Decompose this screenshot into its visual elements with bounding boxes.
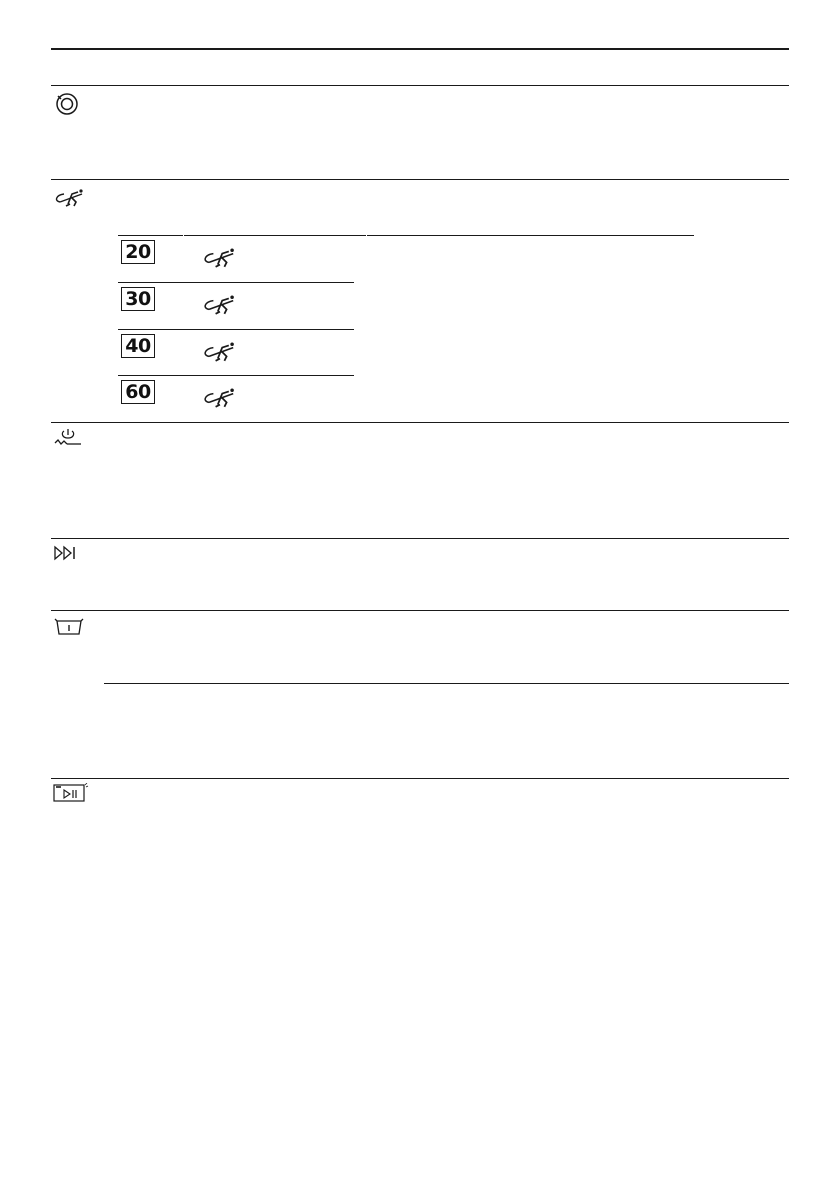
table-header-rule bbox=[118, 235, 183, 236]
speed-runner-icon bbox=[200, 387, 240, 409]
spin-circle-icon bbox=[53, 90, 81, 116]
table-header-rule bbox=[367, 235, 694, 236]
section-divider bbox=[51, 85, 789, 86]
speed-runner-icon bbox=[200, 294, 240, 316]
temperature-badge: 40 bbox=[121, 334, 155, 358]
section-divider bbox=[51, 778, 789, 779]
table-row-divider bbox=[118, 329, 354, 330]
temperature-badge: 30 bbox=[121, 287, 155, 311]
header-rule bbox=[51, 48, 789, 50]
table-header-rule bbox=[184, 235, 366, 236]
section-divider bbox=[51, 610, 789, 611]
section-divider bbox=[51, 179, 789, 180]
temperature-badge: 60 bbox=[121, 380, 155, 404]
skip-forward-icon bbox=[54, 545, 78, 561]
start-pause-icon bbox=[53, 783, 89, 803]
tub-icon bbox=[53, 617, 85, 637]
section-divider bbox=[51, 422, 789, 423]
speed-runner-icon bbox=[200, 247, 240, 269]
speed-runner-icon bbox=[200, 341, 240, 363]
subsection-divider bbox=[104, 683, 789, 684]
section-divider bbox=[51, 538, 789, 539]
table-row-divider bbox=[118, 375, 354, 376]
table-row-divider bbox=[118, 282, 354, 283]
rinse-hold-icon bbox=[53, 427, 83, 449]
temperature-badge: 20 bbox=[121, 240, 155, 264]
speed-runner-icon bbox=[52, 188, 88, 208]
